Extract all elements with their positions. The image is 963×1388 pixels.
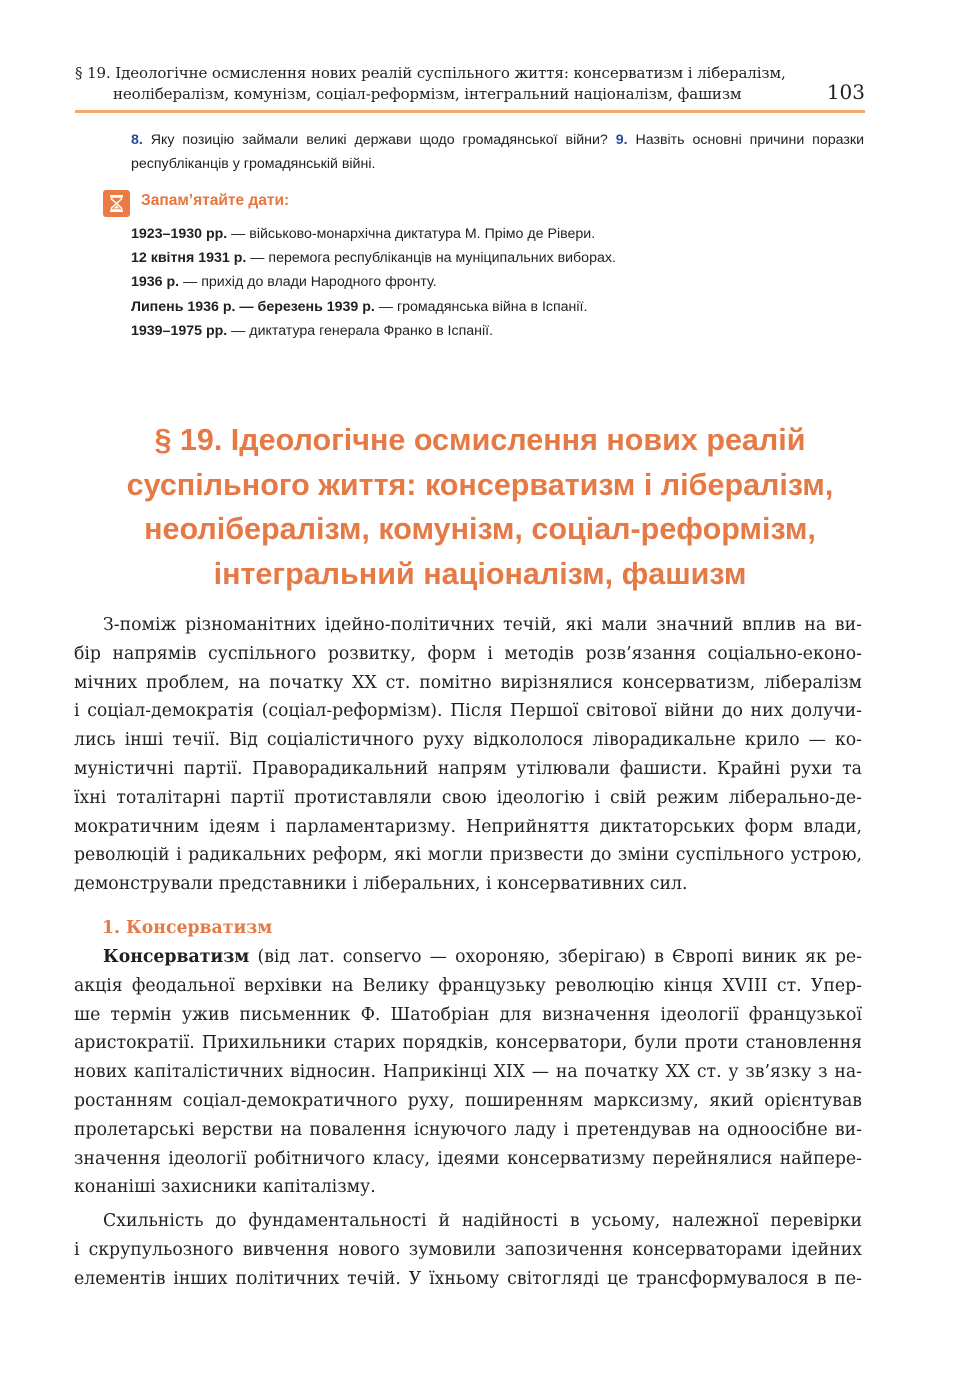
paragraph-line-rest: (від лат. conservo — охороняю, зберігаю) в Європі виник як ре- xyxy=(249,947,862,967)
paragraph-line: і скрупульозного вивчення нового зумовили запозичення консерваторами ідейних xyxy=(74,1239,862,1260)
running-header-line-1: § 19. Ідеологічне осмислення нових реалій суспільного життя: консерватизм і лібералізм, xyxy=(75,64,786,82)
paragraph-line: елементів інших політичних течій. У їхньому світогляді це трансформувалося в пе- xyxy=(74,1268,862,1289)
section-title xyxy=(70,418,890,596)
running-header-line-2: неолібералізм, комунізм, соціал-реформізм, інтегральний націоналізм, фашизм xyxy=(113,85,742,103)
date-item xyxy=(131,270,864,294)
hourglass-icon xyxy=(103,190,130,217)
running-header xyxy=(75,64,865,108)
paragraph-line: лись інші течії. Від соціалістичного руху відкололося ліворадикальне крило — ко- xyxy=(74,730,862,751)
header-rule xyxy=(75,110,865,113)
date-label: 1923–1930 рр. xyxy=(131,226,228,242)
date-label: 1936 р. xyxy=(131,274,180,291)
paragraph-line: аристократії. Прихильники старих порядків, консерватори, були проти становлення xyxy=(74,1033,862,1054)
paragraph-line: ростанням соціал-демократичного руху, поширенням марксизму, який орієнтував xyxy=(74,1090,862,1111)
dates-list xyxy=(131,222,864,343)
date-label: 12 квітня 1931 р. xyxy=(131,250,247,267)
date-description: — перемога республіканців на муніципальних виборах. xyxy=(246,250,616,267)
date-description: — прихід до влади Народного фронту. xyxy=(179,274,437,291)
paragraph-line: мічних проблем, на початку XX ст. помітно вирізнялися консерватизм, лібералізм xyxy=(74,672,862,693)
review-questions xyxy=(131,128,864,176)
paragraph-line: Схильність до фундаментальності й надійності в усьому, належної перевірки xyxy=(103,1211,862,1231)
conservatism-paragraph xyxy=(74,943,862,1202)
paragraph-line: конаніші захисники капіталізму. xyxy=(74,1177,376,1198)
paragraph-line: їхні тоталітарні партії протиставляли свою ідеологію і свій режим ліберально-де- xyxy=(74,787,862,808)
paragraph-line: бір напрямів суспільного розвитку, форм і методів розв’язання соціально-еконо- xyxy=(74,643,862,664)
paragraph-line: муністичні партії. Праворадикальний напрям утілювали фашисти. Крайні рухи та xyxy=(74,758,862,779)
question-9-text: Назвіть основні причини поразки республіканців у громадянській війні. xyxy=(131,132,865,172)
paragraph-line: революцій і радикальних реформ, які могли призвести до зміни суспільного устрою, xyxy=(74,845,862,866)
date-description: — диктатура генерала Франко в Іспанії. xyxy=(227,322,494,339)
last-paragraph xyxy=(74,1207,862,1293)
paragraph-line: З-поміж різноманітних ідейно-політичних течій, які мали значний вплив на ви- xyxy=(103,615,862,635)
date-item xyxy=(131,295,864,319)
page-number: 103 xyxy=(826,80,865,104)
term-conservatism: Консерватизм xyxy=(103,947,250,967)
date-item xyxy=(131,222,864,246)
date-label: Липень 1936 р. — березень 1939 р. xyxy=(131,298,375,315)
section-title-line: інтегральний націоналізм, фашизм xyxy=(213,556,747,591)
date-description: — військово-монархічна диктатура М. Прімо де Рівери. xyxy=(227,226,596,242)
paragraph-line: мократичним ідеям і парламентаризму. Неприйняття диктаторських форм влади, xyxy=(74,816,862,837)
question-9-number: 9. xyxy=(615,132,628,148)
paragraph-line: акція феодальної верхівки на Велику французьку революцію кінця XVIII ст. Упер- xyxy=(74,975,862,996)
paragraph-line: демонстрували представники і ліберальних, і консервативних сил. xyxy=(74,874,688,895)
remember-dates-title: Запам’ятайте дати: xyxy=(141,192,290,209)
paragraph-line: нових капіталістичних відносин. Наприкінці XIX — на початку XX ст. у зв’язку з на- xyxy=(74,1062,862,1083)
section-title-line: суспільного життя: консерватизм і лібералізм, xyxy=(126,467,834,502)
date-label: 1939–1975 рр. xyxy=(131,322,228,339)
paragraph-line: значення ідеології робітничого класу, ідеями консерватизму перейнялися найпере- xyxy=(74,1148,862,1169)
date-item xyxy=(131,319,864,343)
section-title-line: неолібералізм, комунізм, соціал-реформізм, xyxy=(144,512,816,546)
question-8-number: 8. xyxy=(131,132,143,148)
intro-paragraph xyxy=(74,611,862,899)
paragraph-line: пролетарські верстви на повалення існуючого ладу і претендував на одноосібне ви- xyxy=(74,1119,862,1140)
date-item xyxy=(131,246,864,270)
paragraph-line xyxy=(74,943,862,972)
subheading-conservatism: 1. Консерватизм xyxy=(102,918,273,938)
question-8-text: Яку позицію займали великі держави щодо громадянської війни? xyxy=(142,132,616,148)
paragraph-line: і соціал-демократія (соціал-реформізм). Після Першої світової війни до них долучи- xyxy=(74,701,862,722)
paragraph-line: ше термін ужив письменник Ф. Шатобріан для визначення ідеології французької xyxy=(74,1004,862,1025)
date-description: — громадянська війна в Іспанії. xyxy=(374,298,588,315)
section-title-line: § 19. Ідеологічне осмислення нових реалій xyxy=(154,423,806,457)
